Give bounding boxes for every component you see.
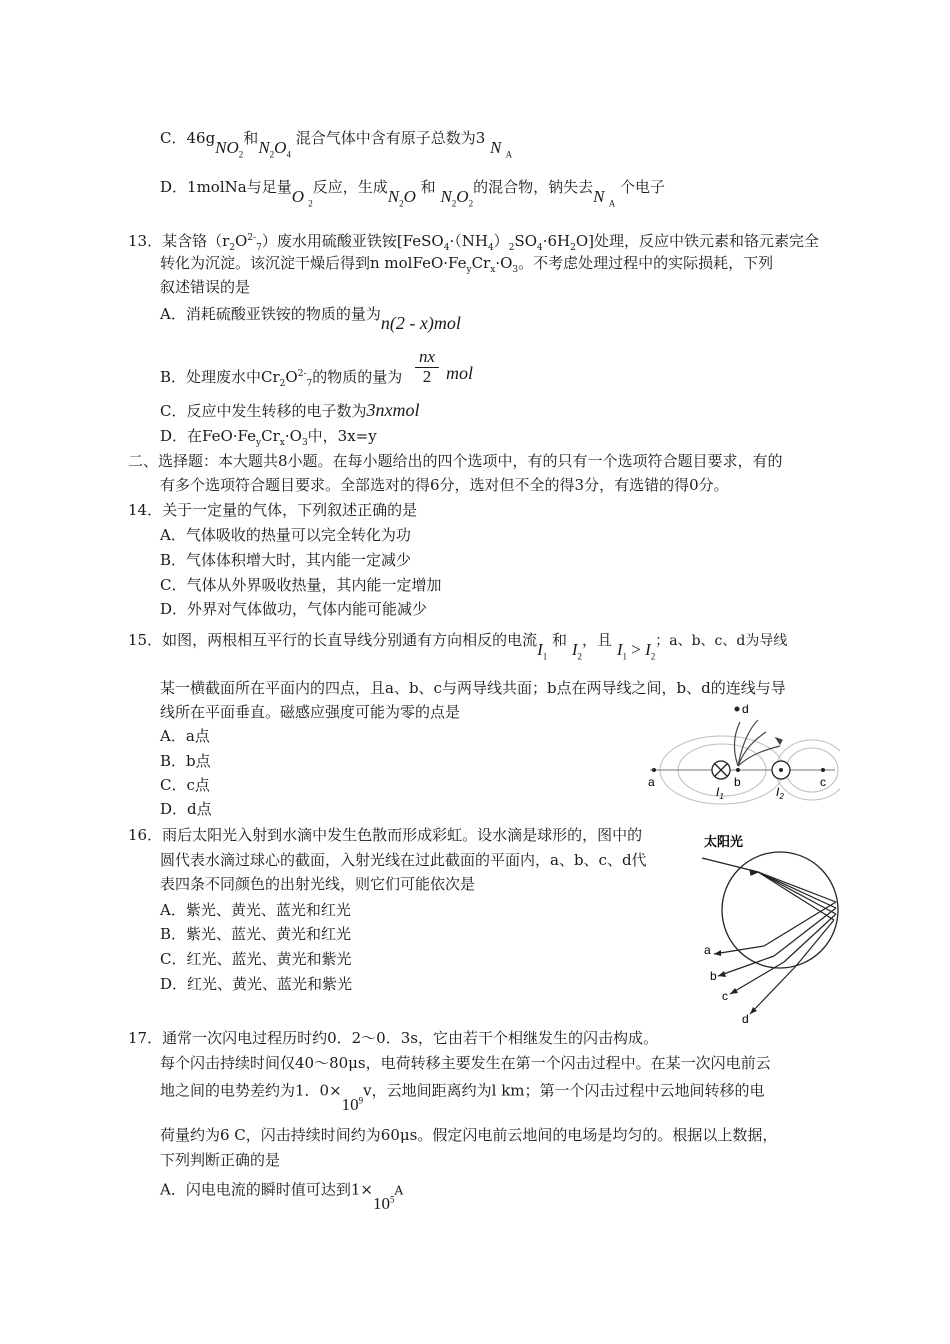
q17-option-a: A．闪电电流的瞬时值可达到$1\times 10^5A$ <box>160 1180 404 1213</box>
q13-stem-line1: 13．某含铬$(r_2O^{2-}_7)$废水用硫酸亚铁铵$[FeSO_4\cdot(NH_4)_2SO_4\cdot 6H_2O]$处理，反应中铁元素和铬元素完全 <box>128 232 820 253</box>
q13b-unit: mol <box>446 363 473 383</box>
refracted-ray-1 <box>758 872 836 902</box>
q13-stem-line3: 叙述错误的是 <box>160 278 251 296</box>
i1-symbol: $I_1$ <box>537 640 548 662</box>
label-a: a <box>704 943 711 957</box>
point-a <box>652 768 656 772</box>
rainbow-droplet-figure <box>690 830 850 1025</box>
n2o4-formula: $N_2O_4$ <box>258 138 291 160</box>
i2-symbol: $I_2$ <box>571 640 583 662</box>
n2o-formula: $N_2O$ <box>387 187 416 209</box>
q15-option-a: A．a点 <box>160 727 210 745</box>
label-sunlight: 太阳光 <box>704 834 744 849</box>
internal-ray-c <box>784 914 836 962</box>
q16-stem-line2: 圆代表水滴过球心的截面，入射光线在过此截面的平面内，a、b、c、d代 <box>160 851 647 869</box>
label-b: b <box>710 969 717 983</box>
n2o2-formula: $N_2O_2$ <box>440 187 474 209</box>
q15-stem-line3: 线所在平面垂直。磁感应强度可能为零的点是 <box>160 703 461 721</box>
incident-arrowhead <box>750 870 758 875</box>
q15-stem-line2: 某一横截面所在平面内的四点，且a、b、c与两导线共面；b点在两导线之间，b、d的连线与导 <box>160 679 786 697</box>
q12c-prefix: C．46g <box>160 129 216 147</box>
internal-ray-b <box>774 908 836 956</box>
refracted-ray-3 <box>758 872 836 914</box>
q15-stem-line1: 15．如图，两根相互平行的长直导线分别通有方向相反的电流$I_1$ 和 $I_2$，且 $I_1 > I_2$；a、b、c、d为导线 <box>128 631 788 662</box>
label-d: d <box>742 1012 749 1025</box>
q13-option-b: B．处理废水中$Cr_2O^{2-}_7$的物质的量为 <box>160 368 403 389</box>
label-b: b <box>734 775 741 789</box>
na-constant: N $_A$ <box>490 138 513 160</box>
q13-option-d: D．在$FeO\cdot Fe_yCr_x\cdot O_3$中，3x=y <box>160 427 377 448</box>
q13-stem-line2: 转化为沉淀。该沉淀干燥后得到n $molFeO\cdot Fe_yCr_x\cdot O_3$。不考虑处理过程中的实际损耗，下列 <box>160 254 774 275</box>
power-10-9: $10^9$ <box>341 1094 364 1114</box>
q16-option-c: C．红光、蓝光、黄光和紫光 <box>160 950 352 968</box>
q13-option-a: A．消耗硫酸亚铁铵的物质的量为n(2 - x)mol <box>160 305 461 333</box>
q13b-fraction: nx 2 <box>413 348 441 386</box>
o2-formula: O $_2$ <box>291 187 313 209</box>
refracted-ray-4 <box>758 872 834 920</box>
q14-option-b: B．气体体积增大时，其内能一定减少 <box>160 551 412 569</box>
point-d <box>735 707 740 712</box>
q16-option-a: A．紫光、黄光、蓝光和红光 <box>160 901 351 919</box>
q17-stem-line2: 每个闪击持续时间仅40～80μs，电荷转移主要发生在第一个闪击过程中。在某一次闪电前云 <box>160 1054 771 1072</box>
q15-option-b: B．b点 <box>160 752 211 770</box>
q14-option-a: A．气体吸收的热量可以完全转化为功 <box>160 526 411 544</box>
label-i1: $I_1$ <box>716 785 724 801</box>
q17-stem-line3: 地之间的电势差约为1．$0\times 10^9v$，云地间距离约为l km；第一个闪击过程中云地间转移的电 <box>160 1081 765 1114</box>
q15-option-c: C．c点 <box>160 776 210 794</box>
point-b <box>736 768 740 772</box>
q13-option-c: C．反应中发生转移的电子数为3nxmol <box>160 400 420 420</box>
label-c: c <box>820 775 826 789</box>
q14-stem: 14．关于一定量的气体，下列叙述正确的是 <box>128 501 418 519</box>
no2-formula: $NO_2$ <box>215 138 244 160</box>
q15-option-d: D．d点 <box>160 800 212 818</box>
q17-stem-line5: 下列判断正确的是 <box>160 1151 281 1169</box>
wire-i2-dot <box>779 768 783 772</box>
q14-option-c: C．气体从外界吸收热量，其内能一定增加 <box>160 576 442 594</box>
label-i2: $I_2$ <box>776 785 784 801</box>
arrow-c <box>730 988 738 994</box>
arrow-b <box>718 971 726 977</box>
q17-stem-line1: 17．通常一次闪电过程历时约0．2～0．3s，它由若干个相继发生的闪击构成。 <box>128 1029 658 1047</box>
q12-option-c: C．46gNO$_2$和$N_2O_4$ 混合气体中含有原子总数为3 N $_A$ <box>160 129 513 160</box>
arrowhead <box>776 738 782 744</box>
q17-stem-line4: 荷量约为6 C，闪击持续时间约为60μs。假定闪电前云地间的电场是均匀的。根据以上数据， <box>160 1126 778 1144</box>
na-constant-d: N $_A$ <box>593 187 616 209</box>
refracted-ray-2 <box>758 872 836 908</box>
section2-line2: 有多个选项符合题目要求。全部选对的得6分，选对但不全的得3分，有选错的得0分。 <box>160 476 729 494</box>
q16-stem-line1: 16．雨后太阳光入射到水滴中发生色散而形成彩虹。设水滴是球形的，图中的 <box>128 826 643 844</box>
arrow-a <box>714 950 721 956</box>
magnetic-field-figure <box>640 700 840 810</box>
label-d: d <box>742 702 749 716</box>
section2-line1: 二、选择题：本大题共8小题。在每小题给出的四个选项中，有的只有一个选项符合题目要求，有的 <box>128 452 783 470</box>
q14-option-d: D．外界对气体做功，气体内能可能减少 <box>160 600 428 618</box>
exit-ray-a <box>714 946 764 954</box>
inequality: $I_1 > I_2$ <box>616 640 656 662</box>
exit-ray-d <box>750 966 796 1014</box>
label-a: a <box>648 775 655 789</box>
label-c: c <box>722 989 728 1003</box>
q16-stem-line3: 表四条不同颜色的出射光线，则它们可能依次是 <box>160 875 476 893</box>
power-10-5: $10^5$ <box>372 1193 395 1213</box>
q16-option-d: D．红光、黄光、蓝光和紫光 <box>160 975 353 993</box>
q12-option-d: D．1molNa与足量O $_2$反应，生成$N_2O$ 和 $N_2O_2$的混合物，钠失去N $_A$ 个电子 <box>160 178 665 209</box>
q16-option-b: B．紫光、蓝光、黄光和红光 <box>160 925 352 943</box>
point-c <box>821 768 825 772</box>
exit-ray-c <box>730 962 784 994</box>
